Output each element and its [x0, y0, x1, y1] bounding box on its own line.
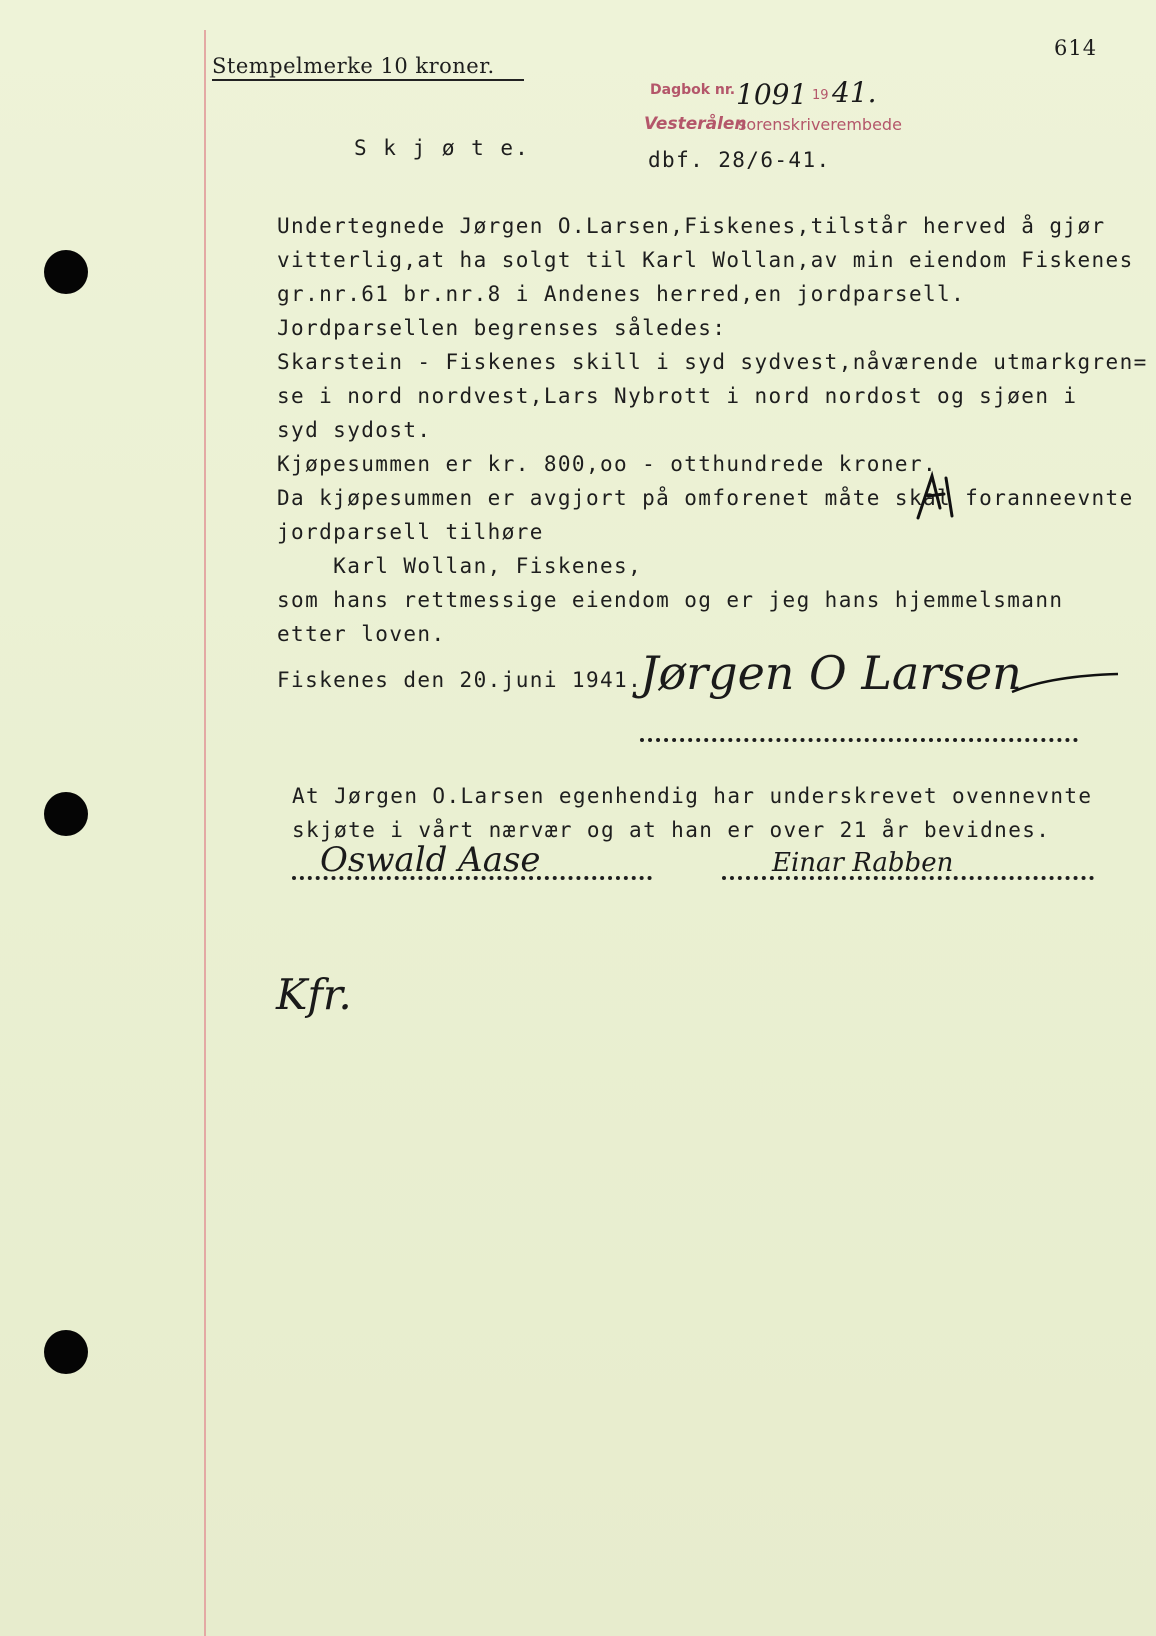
punch-hole — [44, 792, 88, 836]
body-line: gr.nr.61 br.nr.8 i Andenes herred,en jordparsell. — [277, 282, 966, 306]
body-line: Kjøpesummen er kr. 800,oo - otthundrede kroner. — [277, 452, 938, 476]
stamp-year: 41. — [832, 76, 877, 109]
punch-hole — [44, 250, 88, 294]
body-line: som hans rettmessige eiendom og er jeg hans hjemmelsmann — [277, 588, 1064, 612]
body-line: etter loven. — [277, 622, 446, 646]
witness-line: skjøte i vårt nærvær og at han er over 21 år bevidnes. — [292, 818, 1051, 842]
page-number: 614 — [1054, 36, 1098, 60]
place-date: Fiskenes den 20.juni 1941. — [277, 668, 643, 692]
body-line: Da kjøpesummen er avgjort på omforenet måte skal foranneevnte — [277, 486, 1134, 510]
stamp-number: 1091 — [736, 78, 808, 111]
document-title: S k j ø t e. — [354, 136, 530, 160]
body-line: syd sydost. — [277, 418, 432, 442]
signature-dotted-line — [640, 738, 1078, 742]
body-line: jordparsell tilhøre — [277, 520, 544, 544]
punch-hole — [44, 1330, 88, 1374]
stamp-office-b: sorenskriverembede — [738, 115, 902, 134]
stamp-label: Dagbok nr. — [650, 82, 736, 98]
margin-line — [204, 30, 206, 1636]
seller-signature-text: Jørgen O Larsen — [640, 646, 1022, 700]
initials: Kfr. — [276, 970, 352, 1019]
stamp-year-prefix: 19 — [812, 88, 829, 103]
body-line: Jordparsellen begrenses således: — [277, 316, 727, 340]
registration-note: dbf. 28/6-41. — [648, 148, 831, 172]
body-line: Karl Wollan, Fiskenes, — [277, 554, 643, 578]
witness-1-signature: Oswald Aase — [320, 840, 541, 880]
body-line: vitterlig,at ha solgt til Karl Wollan,av min eiendom Fiskenes — [277, 248, 1134, 272]
correction-mark — [910, 468, 962, 526]
stamp-title: Stempelmerke 10 kroner. — [212, 54, 495, 78]
signature-flourish — [1010, 672, 1120, 702]
stamp-office-a: Vesterålen — [644, 114, 747, 134]
witness-2-signature: Einar Rabben — [772, 848, 954, 878]
stamp-title-underline — [212, 79, 524, 81]
body-line: Skarstein - Fiskenes skill i syd sydvest,nåværende utmarkgren= — [277, 350, 1148, 374]
body-line: Undertegnede Jørgen O.Larsen,Fiskenes,tilstår herved å gjør — [277, 214, 1106, 238]
witness-line: At Jørgen O.Larsen egenhendig har underskrevet ovennevnte — [292, 784, 1093, 808]
body-line: se i nord nordvest,Lars Nybrott i nord nordost og sjøen i — [277, 384, 1078, 408]
